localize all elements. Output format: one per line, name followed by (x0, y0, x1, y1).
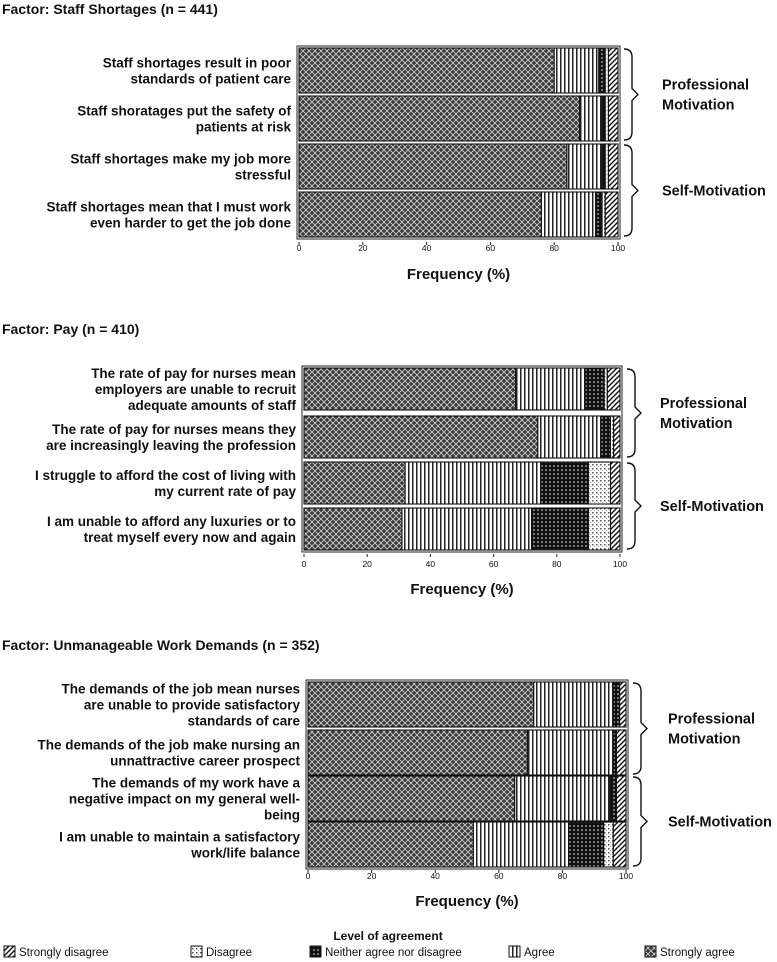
x-tick-label: 20 (362, 559, 372, 569)
bar-segment-strongly-disagree (616, 776, 626, 821)
x-tick-label: 100 (612, 559, 628, 569)
group-label: Professional Motivation (668, 711, 756, 748)
legend-label-strongly-disagree: Strongly disagree (19, 947, 109, 959)
bar-segment-agree (402, 508, 532, 550)
x-tick-label: 60 (488, 559, 499, 569)
legend-swatch-neither-agree-nor-disagree (310, 946, 321, 957)
category-label: Staff shortages make my job more stressful (70, 151, 291, 183)
x-tick-label: 40 (430, 871, 440, 881)
bar-segment-strongly-disagree (611, 462, 620, 504)
x-tick-label: 0 (301, 559, 307, 569)
bar-segment-strongly-disagree (607, 368, 620, 410)
legend-swatch-strongly-disagree (4, 946, 15, 957)
category-label: I am unable to maintain a satisfactory work/life balance (59, 829, 300, 861)
legend-swatch-strongly-agree (645, 946, 656, 957)
legend-title: Level of agreement (333, 929, 443, 943)
group-bracket (633, 777, 647, 866)
group-bracket (627, 369, 641, 457)
group-label: Self-Motivation (660, 499, 764, 515)
category-label: The demands of the job make nursing an unnattractive career prospect (37, 737, 300, 769)
legend-label-strongly-agree: Strongly agree (660, 947, 735, 959)
bar-segment-neither-agree-nor-disagree (596, 192, 602, 237)
x-tick-label: 60 (485, 243, 496, 253)
group-bracket (627, 463, 641, 549)
legend-label-neither-agree-nor-disagree: Neither agree nor disagree (325, 947, 462, 959)
bar-segment-disagree (588, 508, 610, 550)
x-tick-label: 20 (358, 243, 368, 253)
x-tick-label: 100 (618, 871, 634, 881)
x-axis-label: Frequency (%) (406, 266, 511, 283)
bar-segment-strongly-agree (308, 776, 515, 821)
bar-segment-neither-agree-nor-disagree (610, 776, 616, 821)
bar-segment-strongly-agree (299, 96, 580, 141)
chart-title: Factor: Unmanageable Work Demands (n = 352) (2, 637, 320, 653)
bar-segment-strongly-disagree (611, 508, 620, 550)
x-tick-label: 20 (366, 871, 377, 881)
category-label: Staff shoratages put the safety of patients at risk (77, 103, 291, 135)
legend (4, 929, 735, 959)
bar-segment-strongly-agree (308, 682, 534, 727)
bar-segment-strongly-disagree (613, 822, 626, 867)
x-tick-label: 80 (557, 871, 568, 881)
category-label: Staff shortages mean that I must work even harder to get the job done (46, 199, 291, 231)
bar-segment-agree (534, 682, 614, 727)
bar-segment-agree (473, 822, 568, 867)
bar-segment-agree (567, 144, 602, 189)
x-tick-label: 0 (296, 243, 302, 253)
bar-segment-neither-agree-nor-disagree (585, 368, 604, 410)
x-tick-label: 0 (305, 871, 311, 881)
bar-segment-strongly-disagree (608, 48, 618, 93)
x-tick-label: 80 (552, 559, 562, 569)
x-tick-label: 80 (549, 243, 559, 253)
bar-segment-neither-agree-nor-disagree (613, 682, 619, 727)
bar-segment-neither-agree-nor-disagree (569, 822, 604, 867)
legend-label-agree: Agree (524, 947, 555, 959)
bar-segment-agree (541, 192, 595, 237)
bar-segment-neither-agree-nor-disagree (532, 508, 589, 550)
bar-segment-strongly-disagree (608, 96, 618, 141)
group-label: Self-Motivation (662, 183, 766, 200)
legend-swatch-agree (509, 946, 520, 957)
category-label: Staff shortages result in poor standards of patient care (102, 55, 291, 87)
group-label: Professional Motivation (660, 396, 748, 432)
bar-segment-strongly-agree (308, 730, 527, 775)
legend-swatch-disagree (191, 946, 202, 957)
bar-segment-agree (580, 96, 602, 141)
bar-segment-agree (527, 730, 613, 775)
category-label: The demands of the job mean nurses are unable to provide satisfactory standards of care (61, 681, 300, 729)
bar-segment-neither-agree-nor-disagree (541, 462, 588, 504)
chart-title: Factor: Pay (n = 410) (2, 321, 140, 337)
category-label: The rate of pay for nurses means they are increasingly leaving the profession (46, 422, 296, 453)
bar-segment-strongly-disagree (616, 730, 626, 775)
bar-segment-strongly-agree (304, 416, 538, 458)
bar-segment-strongly-agree (308, 822, 473, 867)
bar-segment-disagree (588, 462, 610, 504)
bar-segment-strongly-agree (304, 508, 402, 550)
bar-segment-agree (515, 776, 610, 821)
bar-segment-strongly-disagree (614, 416, 620, 458)
group-label: Self-Motivation (668, 814, 772, 831)
bar-segment-agree (554, 48, 599, 93)
group-bracket (624, 49, 638, 140)
chart-panel-work-demands (2, 637, 772, 910)
x-tick-label: 40 (425, 559, 436, 569)
bar-segment-agree (516, 368, 586, 410)
bar-segment-agree (538, 416, 601, 458)
group-bracket (624, 145, 638, 236)
chart-panel-staff-shortages (2, 1, 766, 283)
bar-segment-neither-agree-nor-disagree (599, 48, 605, 93)
category-label: The rate of pay for nurses mean employers are unable to recruit adequate amounts of staff (91, 366, 296, 413)
bar-segment-strongly-disagree (620, 682, 626, 727)
x-axis-label: Frequency (%) (410, 581, 514, 598)
x-tick-label: 100 (610, 243, 626, 253)
legend-label-disagree: Disagree (206, 947, 253, 959)
bar-segment-agree (405, 462, 541, 504)
x-axis-label: Frequency (%) (415, 893, 519, 910)
bar-segment-disagree (604, 822, 614, 867)
bar-segment-strongly-agree (299, 48, 554, 93)
chart-title: Factor: Staff Shortages (n = 441) (2, 1, 218, 17)
category-label: The demands of my work have a negative impact on my general well-being (68, 775, 300, 823)
x-tick-label: 40 (421, 243, 432, 253)
bar-segment-strongly-agree (304, 368, 516, 410)
bar-segment-strongly-disagree (605, 192, 618, 237)
bar-segment-strongly-disagree (608, 144, 618, 189)
bar-segment-neither-agree-nor-disagree (601, 416, 610, 458)
x-tick-label: 60 (494, 871, 504, 881)
bar-segment-strongly-agree (304, 462, 405, 504)
group-bracket (633, 683, 647, 774)
chart-panel-pay (2, 321, 764, 598)
group-label: Professional Motivation (662, 77, 750, 114)
category-label: I am unable to afford any luxuries or to treat myself every now and again (46, 514, 296, 545)
bar-segment-strongly-agree (299, 144, 567, 189)
category-label: I struggle to afford the cost of living with my current rate of pay (35, 468, 296, 499)
bar-segment-strongly-agree (299, 192, 541, 237)
